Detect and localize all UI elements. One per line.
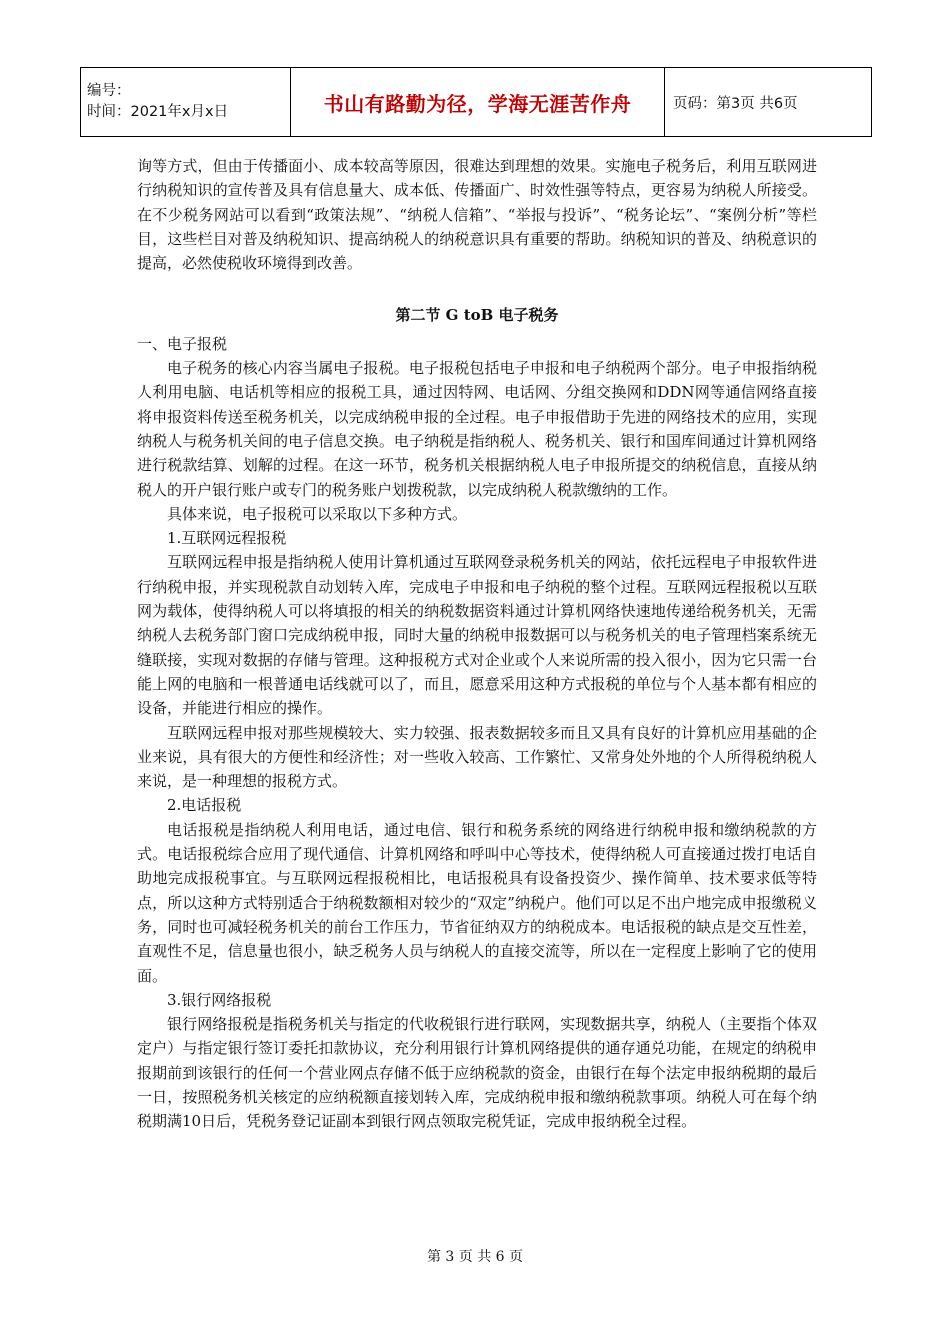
document-header: [80, 67, 872, 137]
time-label: 时间：2021年x月x日: [87, 104, 229, 120]
paragraph-phone-filing: 电话报税是指纳税人利用电话，通过电信、银行和税务系统的网络进行纳税申报和缴纳税款的方式。电话报税综合应用了现代通信、计算机网络和呼叫中心等技术，使得纳税人可直接通过拨打电话自助地完成报税事宜。与互联网远程报税相比，电话报税具有设备投资少、操作简单、技术要求低等特点，所以这种方式特别适合于纳税数额相对较少的“双定”纳税户。他们可以足不出户地完成申报缴税义务，同时也可减轻税务机关的前台工作压力，节省征纳双方的纳税成本。电话报税的缺点是交互性差，直观性不足，信息量也很小，缺乏税务人员与纳税人的直接交流等，所以在一定程度上影响了它的使用面。: [137, 820, 817, 985]
intro-paragraph: 询等方式，但由于传播面小、成本较高等原因，很难达到理想的效果。实施电子税务后，利用互联网进行纳税知识的宣传普及具有信息量大、成本低、传播面广、时效性强等特点，更容易为纳税人所接受。在不少税务网站可以看到“政策法规”、“纳税人信箱”、“举报与投诉”、“税务论坛”、“案例分析”等栏目，这些栏目对普及纳税知识、提高纳税人的纳税意识具有重要的帮助。纳税知识的普及、纳税意识的提高，必然使税收环境得到改善。: [137, 157, 817, 273]
paragraph-internet-suitability: 互联网远程申报对那些规模较大、实力较强、报表数据较多而且又具有良好的计算机应用基础的企业来说，具有很大的方便性和经济性；对一些收入较高、工作繁忙、又常身处外地的个人所得税纳税人来说，是一种理想的报税方式。: [137, 723, 817, 791]
subheading-phone-filing: 2.电话报税: [167, 796, 242, 815]
paragraph-electronic-filing: 电子税务的核心内容当属电子报税。电子报税包括电子申报和电子纳税两个部分。电子申报指纳税人利用电脑、电话机等相应的报税工具，通过因特网、电话网、分组交换网和DDN网等通信网络直接将申报资料传送至税务机关，以完成纳税申报的全过程。电子申报借助于先进的网络技术的应用，实现纳税人与税务机关间的电子信息交换。电子纳税是指纳税人、税务机关、银行和国库间通过计算机网络进行税款结算、划解的过程。在这一环节，税务机关根据纳税人电子申报所提交的纳税信息，直接从纳税人的开户银行账户或专门的税务账户划拨税款，以完成纳税人税款缴纳的工作。: [137, 359, 817, 499]
heading-electronic-filing: 一、电子报税: [137, 334, 228, 353]
subheading-internet-filing: 1.互联网远程报税: [167, 529, 287, 548]
code-label: 编号：: [87, 83, 131, 99]
header-meta: [81, 68, 291, 137]
page-footer: 第 3 页 共 6 页: [426, 1249, 524, 1265]
header-page-info: 页码：第3页 共6页: [665, 68, 872, 137]
header-motto: 书山有路勤为径，学海无涯苦作舟: [291, 68, 665, 137]
document-body: [137, 154, 817, 1134]
paragraph-bank-filing: 银行网络报税是指税务机关与指定的代收税银行进行联网，实现数据共享，纳税人（主要指个体双定户）与指定银行签订委托扣款协议，充分利用银行计算机网络提供的通存通兑功能，在规定的纳税申报期前到该银行的任何一个营业网点存储不低于应纳税款的资金，由银行在每个法定申报纳税期的最后一日，按照税务机关核定的应纳税额直接划转入库，完成纳税申报和缴纳税款事项。纳税人可在每个纳税期满10日后，凭税务登记证副本到银行网点领取完税凭证，完成申报纳税全过程。: [137, 1015, 817, 1131]
section-title: 第二节 G toB 电子税务: [395, 306, 559, 325]
paragraph-internet-filing: 互联网远程申报是指纳税人使用计算机通过互联网登录税务机关的网站，依托远程电子申报软件进行纳税申报，并实现税款自动划转入库，完成电子申报和电子纳税的整个过程。互联网远程报税以互联网为载体，使得纳税人可以将填报的相关的纳税数据资料通过计算机网络快速地传递给税务机关，无需纳税人去税务部门窗口完成纳税申报，同时大量的纳税申报数据可以与税务机关的电子管理档案系统无缝联接，实现对数据的存储与管理。这种报税方式对企业或个人来说所需的投入很小，因为它只需一台能上网的电脑和一根普通电话线就可以了，而且，愿意采用这种方式报税的单位与个人基本都有相应的设备，并能进行相应的操作。: [137, 553, 817, 718]
paragraph-methods: 具体来说，电子报税可以采取以下多种方式。: [167, 504, 468, 523]
subheading-bank-filing: 3.银行网络报税: [167, 990, 272, 1009]
